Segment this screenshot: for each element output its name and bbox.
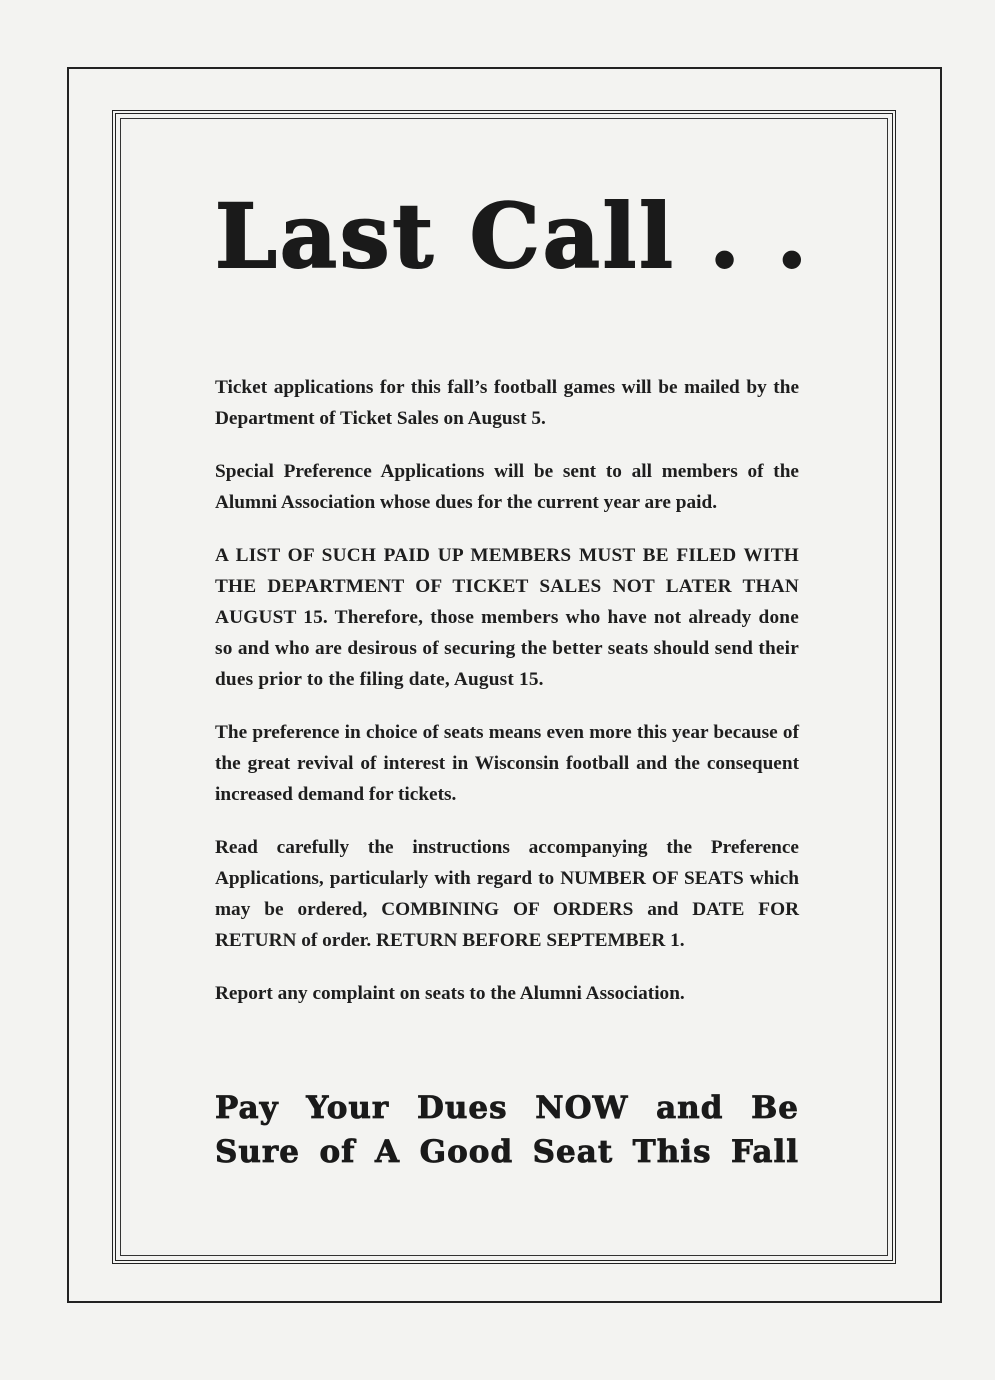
paragraph-seat-preference: The preference in choice of seats means even more this year because of the great revival of interest in Wisconsin football and the consequent increased demand for tickets. xyxy=(215,722,799,805)
paragraph-instructions: Read carefully the instructions accompanying the Preference Applications, particularly with regard to NUMBER OF SEATS which may be ordered, COMBINING OF ORDERS and DATE FOR RETURN of order. RETURN BEFORE SEPTEMBER 1. xyxy=(215,837,799,951)
paragraph-ticket-mailing: Ticket applications for this fall’s football games will be mailed by the Department of Ticket Sales on August 5. xyxy=(215,377,799,429)
closing-line-2: Sure of A Good Seat This Fall xyxy=(215,1134,799,1170)
headline: Last Call . . xyxy=(215,184,811,288)
closing-line-1: Pay Your Dues NOW and Be xyxy=(215,1090,799,1126)
paragraph-preference-applications: Special Preference Applications will be sent to all members of the Alumni Association whose dues for the current year are paid. xyxy=(215,461,799,513)
body-text xyxy=(215,372,799,1031)
paragraph-filing-deadline: A LIST OF SUCH PAID UP MEMBERS MUST BE FILED WITH THE DEPARTMENT OF TICKET SALES NOT LATER THAN AUGUST 15. Therefore, those members who have not already done so and who are desirous of securing the better seats should send their dues prior to the filing date, August 15. xyxy=(215,545,799,690)
closing-slogan xyxy=(215,1086,799,1174)
paragraph-complaints: Report any complaint on seats to the Alumni Association. xyxy=(215,983,685,1004)
